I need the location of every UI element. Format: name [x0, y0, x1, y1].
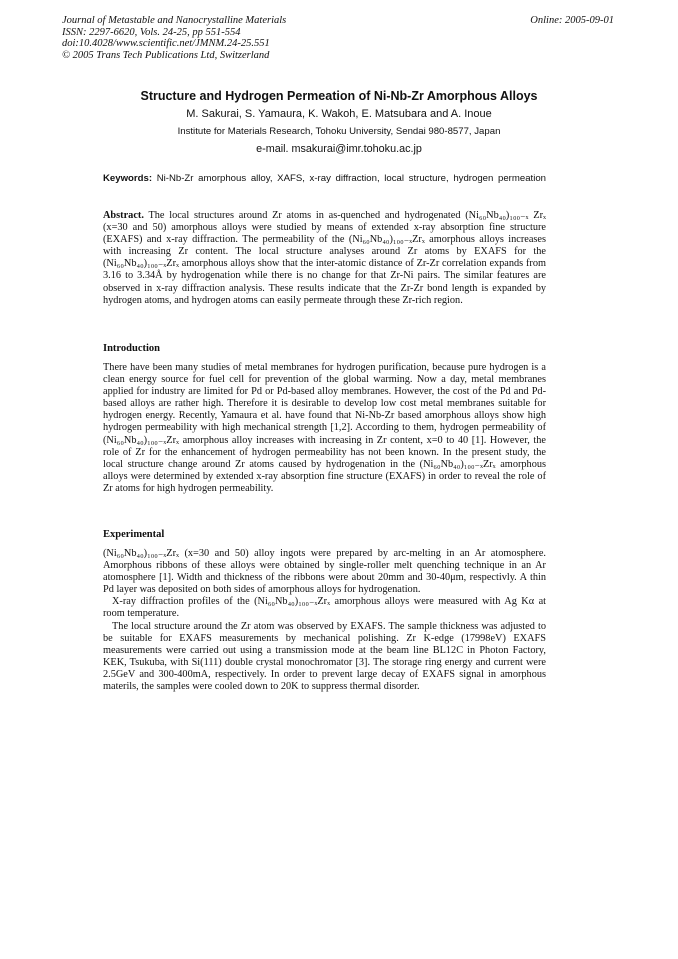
author-list: M. Sakurai, S. Yamaura, K. Wakoh, E. Matsubara and A. Inoue [186, 108, 492, 120]
abstract [103, 210, 546, 307]
experimental-heading: Experimental [103, 529, 165, 540]
introduction-text: There have been many studies of metal membranes for hydrogen purification, because pure hydrogen is a clean energy source for fuel cell for prevention of the global warming. Now a day, metal membranes applied for industry are limited for Pd or Pd-based alloy membranes. However, the cost of the Pd and Pd-based alloys are rather high. Therefore it is desirable to develop low cost metal membranes suitable for hydrogen energy. Recently, Yamaura et al. have found that Ni-Nb-Zr based amorphous alloys show high hydrogen permeability with high mechanical strength [1,2]. According to them, hydrogen permeability of (Ni₆₀Nb₄₀)₁₀₀₋ₓZrₓ amorphous alloy increases with increasing in Zr content, x=0 to 40 [1]. However, the role of Zr for the enhancement of hydrogen permeability has not been known. In the present study, the local structure change around Zr atoms caused by hydrogenation in the (Ni₆₀Nb₄₀)₁₀₀₋ₓZrₓ amorphous alloys were determined by extended x-ray absorption fine structure (EXAFS) in order to reveal the role of Zr atoms for high hydrogen permeability. [103, 362, 546, 494]
abstract-label: Abstract. [103, 210, 144, 221]
journal-name: Journal of Metastable and Nanocrystalline Materials [62, 15, 287, 26]
issn-line: ISSN: 2297-6620, Vols. 24-25, pp 551-554 [62, 26, 241, 38]
experimental-paragraph-3: The local structure around the Zr atom was observed by EXAFS. The sample thickness was adjusted to be suitable for EXAFS measurements by mechanical polishing. Zr K-edge (17998eV) EXAFS measurements were carried out using a transmission mode at the beam line BL12C in Photon Factory, KEK, Tsukuba, with Si(111) double crystal monochromator [3]. The storage ring energy and current were 2.5GeV and 300-400mA, respectively. In order to prevent large decay of EXAFS signal in amorphous materils, the samples were cooled down to 20K to suppress thermal disorder. [103, 620, 546, 693]
paper-title: Structure and Hydrogen Permeation of Ni-Nb-Zr Amorphous Alloys [140, 89, 538, 103]
keywords-label: Keywords: [103, 173, 153, 184]
experimental-body [103, 548, 546, 693]
keywords-text: Ni-Nb-Zr amorphous alloy, XAFS, x-ray diffraction, local structure, hydrogen permeation [156, 173, 547, 184]
affiliation: Institute for Materials Research, Tohoku University, Sendai 980-8577, Japan [177, 126, 501, 137]
copyright-line: © 2005 Trans Tech Publications Ltd, Switzerland [62, 49, 270, 61]
introduction-body [103, 362, 546, 495]
experimental-paragraph-1: (Ni₆₀Nb₄₀)₁₀₀₋ₓZrₓ (x=30 and 50) alloy ingots were prepared by arc-melting in an Ar atomosphere. Amorphous ribbons of these alloys were obtained by single-roller melt quenching technique in an Ar atomosphere [1]. Width and thickness of the ribbons were about 20mm and 30-40μm, respectivly. A thin Pd layer was deposited on both sides of amorphous alloys for hydrogenation. [103, 548, 546, 596]
doi-line[interactable]: doi:10.4028/www.scientific.net/JMNM.24-25.551 [62, 38, 270, 50]
abstract-text: The local structures around Zr atoms in as-quenched and hydrogenated (Ni₆₀Nb₄₀)₁₀₀₋ₓ Zrₓ (x=30 and 50) amorphous alloys were studied by means of extended x-ray absorption fine structure (EXAFS) and x-ray diffraction. The permeability of the (Ni₆₀Nb₄₀)₁₀₀₋ₓZrₓ amorphous alloys increases with increasing Zr content. The local structure analyses around Zr atoms by EXAFS for the (Ni₆₀Nb₄₀)₁₀₀₋ₓZrₓ amorphous alloys show that the inter-atomic distance of Zr-Zr correlation expands from 3.16 to 3.34Å by hydrogenation while there is no change for that Zr-Ni pairs. The similar features are observed in x-ray diffraction analysis. These results indicate that the Zr-Zr bond length is expanded by hydrogen atoms, and hydrogen atoms can easily permeate through these Zr-rich region. [103, 210, 546, 306]
experimental-paragraph-2: X-ray diffraction profiles of the (Ni₆₀Nb₄₀)₁₀₀₋ₓZrₓ amorphous alloys were measured with Ag Kα at room temperature. [103, 596, 546, 620]
introduction-heading: Introduction [103, 343, 160, 354]
online-date: Online: 2005-09-01 [530, 15, 614, 26]
contact-email[interactable]: e-mail. msakurai@imr.tohoku.ac.jp [256, 143, 422, 155]
journal-header [62, 15, 286, 61]
keywords [103, 173, 546, 185]
